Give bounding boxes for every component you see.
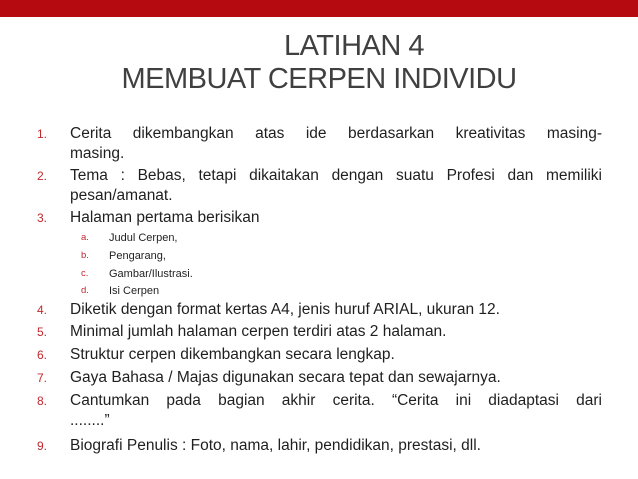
item-number: 6. <box>37 348 48 362</box>
title-line-2: MEMBUAT CERPEN INDIVIDU <box>121 63 517 95</box>
item-number: 7. <box>37 371 48 385</box>
item-text: pesan/amanat. <box>70 187 173 204</box>
item-text: Minimal jumlah halaman cerpen terdiri atas 2 halaman. <box>70 323 447 340</box>
sub-item-text: Gambar/Ilustrasi. <box>109 268 193 280</box>
item-text: Cerita dikembangkan atas ide berdasarkan kreativitas masing- <box>70 125 602 142</box>
item-number: 3. <box>37 211 48 225</box>
item-text: Struktur cerpen dikembangkan secara lengkap. <box>70 346 395 363</box>
item-number: 1. <box>37 127 48 141</box>
item-number: 8. <box>37 394 48 408</box>
title-line-1: LATIHAN 4 <box>283 30 424 62</box>
sub-item-text: Judul Cerpen, <box>109 232 178 244</box>
sub-item-letter: c. <box>81 268 89 279</box>
item-number: 2. <box>37 169 48 183</box>
item-text: Gaya Bahasa / Majas digunakan secara tepat dan sewajarnya. <box>70 369 501 386</box>
item-text: Diketik dengan format kertas A4, jenis huruf ARIAL, ukuran 12. <box>70 301 500 318</box>
sub-item-text: Isi Cerpen <box>109 285 160 297</box>
item-text: Tema : Bebas, tetapi dikaitakan dengan suatu Profesi dan memiliki <box>70 167 602 184</box>
item-text: Biografi Penulis : Foto, nama, lahir, pendidikan, prestasi, dll. <box>70 437 481 454</box>
item-number: 5. <box>37 325 48 339</box>
item-text: masing. <box>70 145 125 162</box>
sub-item-text: Pengarang, <box>109 250 166 262</box>
item-text: Halaman pertama berisikan <box>70 209 260 226</box>
item-number: 9. <box>37 439 48 453</box>
item-text: ........” <box>70 412 110 429</box>
item-text: Cantumkan pada bagian akhir cerita. “Cerita ini diadaptasi dari <box>70 392 602 409</box>
item-number: 4. <box>37 303 48 317</box>
sub-item-letter: a. <box>81 232 89 243</box>
sub-item-letter: d. <box>81 285 89 296</box>
sub-item-letter: b. <box>81 250 89 261</box>
